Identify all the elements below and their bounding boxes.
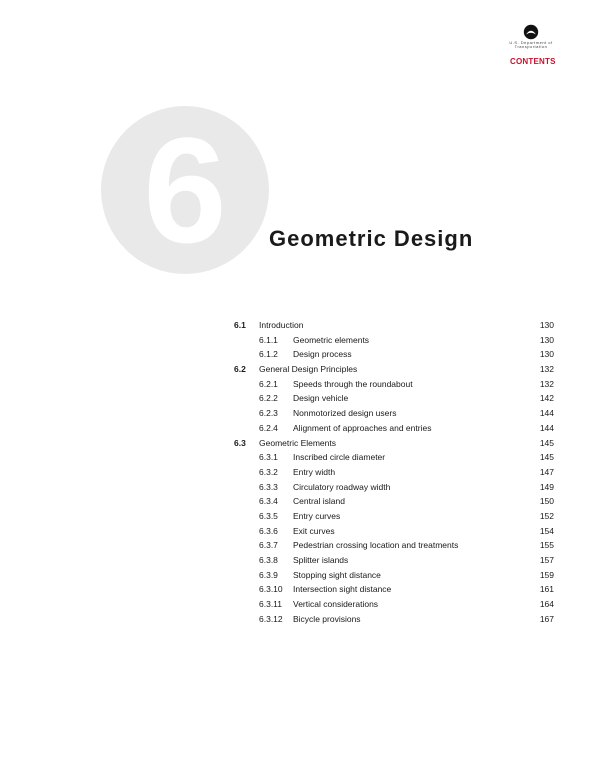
toc-number: 6.3.1 xyxy=(259,452,278,463)
toc-number: 6.3.12 xyxy=(259,613,283,624)
toc-number: 6.3.10 xyxy=(259,584,283,595)
toc-number: 6.3.8 xyxy=(259,555,278,565)
toc-page-number: 130 xyxy=(539,320,554,330)
toc-section-row[interactable] xyxy=(234,436,554,451)
toc-number: 6.3.5 xyxy=(259,510,278,521)
toc-number: 6.2.4 xyxy=(259,422,278,433)
toc-number: 6.3.6 xyxy=(259,525,278,536)
toc-number: 6.2.2 xyxy=(259,393,278,404)
toc-page-number: 130 xyxy=(539,334,554,345)
toc-title: Central island xyxy=(293,496,345,507)
toc-title: Geometric Elements xyxy=(259,437,336,448)
toc-page-number: 167 xyxy=(539,613,554,624)
toc-subsection-row[interactable] xyxy=(234,406,554,421)
toc-title: General Design Principles xyxy=(259,364,358,375)
toc-subsection-row[interactable] xyxy=(234,391,554,406)
toc-page-number: 154 xyxy=(539,525,554,536)
toc-page-number: 144 xyxy=(539,422,554,433)
toc-page-number: 145 xyxy=(539,437,554,448)
toc-subsection-row[interactable] xyxy=(234,347,554,362)
toc-page-number: 152 xyxy=(539,510,554,521)
toc-title: Exit curves xyxy=(293,525,335,536)
toc-page-number: 147 xyxy=(539,466,554,477)
toc-page-number: 161 xyxy=(539,584,554,595)
toc-page-number: 145 xyxy=(539,452,554,463)
toc-number: 6.3.4 xyxy=(259,496,278,507)
toc-page-number: 132 xyxy=(539,378,554,389)
toc-subsection-row[interactable] xyxy=(234,494,554,509)
toc-page-number: 155 xyxy=(539,540,554,551)
toc-title: Circulatory roadway width xyxy=(293,481,391,492)
toc-subsection-row[interactable] xyxy=(234,480,554,495)
toc-title: Inscribed circle diameter xyxy=(293,452,386,463)
toc-title: Splitter islands xyxy=(293,555,349,565)
toc-page-number: 132 xyxy=(539,364,554,375)
toc-title: Entry width xyxy=(293,466,336,477)
toc-number: 6.3.3 xyxy=(259,481,278,492)
toc-title: Pedestrian crossing location and treatments xyxy=(293,540,459,551)
toc-number: 6.3.7 xyxy=(259,540,278,551)
toc-title: Bicycle provisions xyxy=(293,613,361,624)
toc-subsection-row[interactable] xyxy=(234,597,554,612)
toc-page-number: 164 xyxy=(539,599,554,610)
toc-number: 6.1.2 xyxy=(259,349,278,360)
toc-number: 6.3.9 xyxy=(259,569,278,580)
toc-page-number: 144 xyxy=(539,408,554,419)
toc-page-number: 150 xyxy=(539,496,554,507)
toc-section-row[interactable] xyxy=(234,362,554,377)
toc-subsection-row[interactable] xyxy=(234,421,554,436)
toc-title: Introduction xyxy=(259,320,304,330)
toc-page-number: 157 xyxy=(539,555,554,565)
toc-number: 6.3 xyxy=(234,437,246,448)
toc-page-number: 130 xyxy=(539,349,554,360)
toc-subsection-row[interactable] xyxy=(234,524,554,539)
toc-title: Speeds through the roundabout xyxy=(293,378,413,389)
toc-number: 6.2 xyxy=(234,364,246,375)
dot-logo-icon xyxy=(523,24,539,40)
toc-title: Geometric elements xyxy=(293,334,370,345)
toc-subsection-row[interactable] xyxy=(234,377,554,392)
toc-number: 6.2.3 xyxy=(259,408,278,419)
toc-title: Vertical considerations xyxy=(293,599,379,610)
chapter-number: 6 xyxy=(143,106,227,274)
toc-title: Alignment of approaches and entries xyxy=(293,422,432,433)
toc-subsection-row[interactable] xyxy=(234,582,554,597)
toc-subsection-row[interactable] xyxy=(234,465,554,480)
toc-title: Design vehicle xyxy=(293,393,349,404)
toc-subsection-row[interactable] xyxy=(234,568,554,583)
toc-subsection-row[interactable] xyxy=(234,538,554,553)
table-of-contents xyxy=(234,318,554,626)
contents-link[interactable]: CONTENTS xyxy=(510,57,556,66)
toc-title: Design process xyxy=(293,349,352,360)
toc-page-number: 149 xyxy=(539,481,554,492)
toc-title: Stopping sight distance xyxy=(293,569,381,580)
toc-number: 6.3.11 xyxy=(259,599,283,610)
toc-subsection-row[interactable] xyxy=(234,333,554,348)
toc-page-number: 159 xyxy=(539,569,554,580)
toc-subsection-row[interactable] xyxy=(234,450,554,465)
toc-title: Nonmotorized design users xyxy=(293,408,397,419)
toc-subsection-row[interactable] xyxy=(234,509,554,524)
toc-number: 6.1.1 xyxy=(259,334,278,345)
toc-subsection-row[interactable] xyxy=(234,553,554,568)
toc-number: 6.2.1 xyxy=(259,378,278,389)
logo-caption: U.S. Department of Transportation xyxy=(509,40,553,49)
toc-title: Intersection sight distance xyxy=(293,584,392,595)
toc-page-number: 142 xyxy=(539,393,554,404)
agency-logo xyxy=(508,24,554,49)
toc-section-row[interactable] xyxy=(234,318,554,333)
toc-title: Entry curves xyxy=(293,510,341,521)
toc-number: 6.3.2 xyxy=(259,466,278,477)
toc-number: 6.1 xyxy=(234,320,246,330)
chapter-title: Geometric Design xyxy=(269,226,474,251)
toc-subsection-row[interactable] xyxy=(234,612,554,627)
